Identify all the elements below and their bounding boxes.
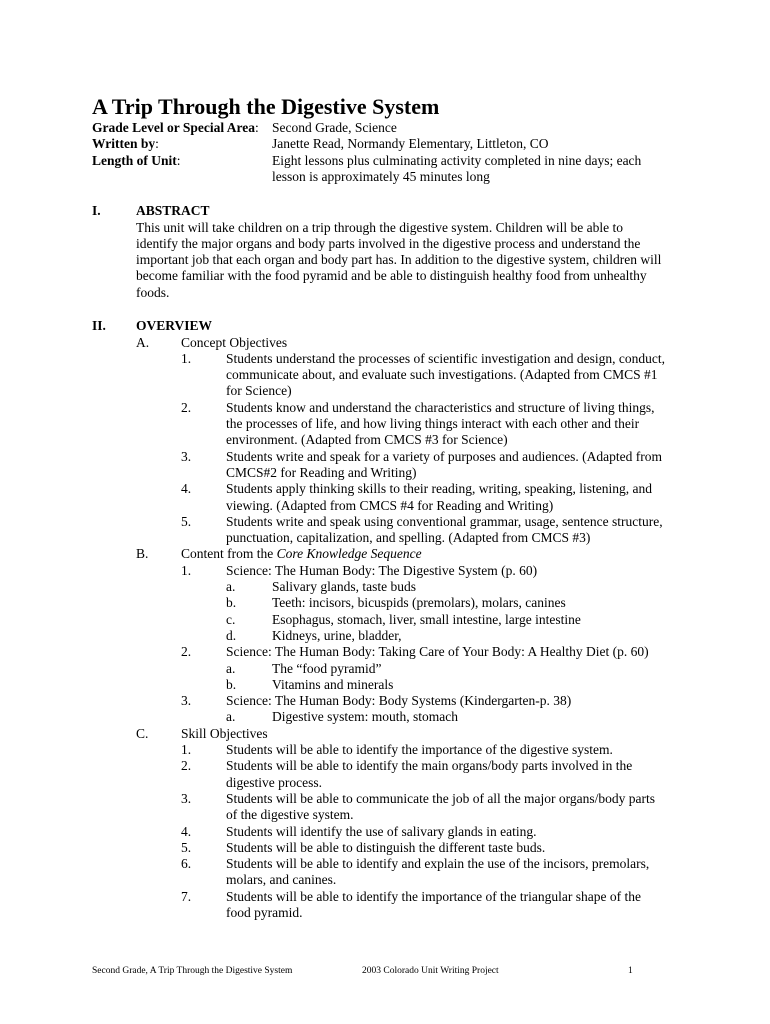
item-text: Students apply thinking skills to their reading, writing, speaking, listening, and — [226, 481, 652, 497]
abstract-line: identify the major organs and body parts involved in the digestive process and understand the — [136, 235, 641, 251]
item-number: 1. — [181, 742, 192, 757]
subitem-text: Vitamins and minerals — [272, 676, 394, 692]
item-text: Students write and speak using conventional grammar, usage, sentence structure, — [226, 513, 663, 529]
item-text: punctuation, capitalization, and spelling. (Adapted from CMCS #3) — [226, 530, 591, 546]
abstract-line: important job that each organ and body part has. In addition to the digestive system, children will — [136, 252, 662, 268]
outline-label: Skill Objectives — [181, 725, 268, 741]
item-text: digestive process. — [226, 774, 322, 790]
footer-left: Second Grade, A Trip Through the Digestive System — [92, 966, 293, 976]
section-numeral: I. — [92, 203, 101, 218]
item-text: viewing. (Adapted from CMCS #4 for Reading and Writing) — [226, 497, 554, 513]
item-text: Students will be able to identify the importance of the triangular shape of the — [226, 888, 642, 904]
item-text: communicate about, and evaluate such investigations. (Adapted from CMCS #1 — [226, 367, 658, 383]
item-number: 2. — [181, 644, 192, 660]
item-text: Science: The Human Body: The Digestive System (p. 60) — [226, 562, 538, 578]
item-text: Students know and understand the characteristics and structure of living things, — [226, 399, 655, 415]
item-number: 1. — [181, 350, 192, 366]
abstract-line: This unit will take children on a trip through the digestive system. Children will be able to — [136, 219, 624, 235]
subitem-letter: a. — [226, 660, 236, 676]
footer-page-number: 1 — [628, 966, 633, 976]
subitem-letter: b. — [226, 676, 237, 692]
meta-value: Janette Read, Normandy Elementary, Littleton, CO — [272, 136, 549, 152]
outline-label: Concept Objectives — [181, 334, 288, 350]
subitem-text: Digestive system: mouth, stomach — [272, 709, 458, 725]
item-text: of the digestive system. — [226, 807, 354, 823]
meta-label: Grade Level or Special Area: — [92, 120, 259, 135]
item-text: environment. (Adapted from CMCS #3 for Science) — [226, 432, 508, 448]
item-text: Science: The Human Body: Taking Care of Your Body: A Healthy Diet (p. 60) — [226, 644, 649, 660]
section-heading: OVERVIEW — [136, 318, 213, 333]
item-text: Students will be able to distinguish the different taste buds. — [226, 839, 546, 855]
item-text: food pyramid. — [226, 905, 303, 920]
item-number: 4. — [181, 481, 192, 497]
outline-label: Content from the Core Knowledge Sequence — [181, 546, 422, 562]
item-number: 3. — [181, 448, 192, 464]
meta-label: Written by: — [92, 136, 159, 152]
item-text: for Science) — [226, 383, 292, 399]
item-text: Students will be able to identify the importance of the digestive system. — [226, 742, 613, 757]
subitem-text: Salivary glands, taste buds — [272, 579, 416, 594]
item-number: 3. — [181, 693, 192, 709]
meta-label-text: Grade Level or Special Area — [92, 120, 255, 135]
meta-value: lesson is approximately 45 minutes long — [272, 168, 490, 184]
item-number: 3. — [181, 790, 192, 806]
subitem-text: The “food pyramid” — [272, 660, 382, 676]
item-text: Students will be able to identify and explain the use of the incisors, premolars, — [226, 856, 650, 872]
abstract-line: foods. — [136, 284, 170, 300]
subitem-letter: c. — [226, 611, 236, 627]
footer-center: 2003 Colorado Unit Writing Project — [362, 966, 499, 976]
item-number: 2. — [181, 399, 192, 415]
subitem-text: Esophagus, stomach, liver, small intestine, large intestine — [272, 611, 581, 627]
item-text: Students understand the processes of scientific investigation and design, conduct, — [226, 350, 666, 366]
section-heading: ABSTRACT — [136, 203, 210, 218]
meta-value: Second Grade, Science — [272, 120, 397, 135]
abstract-line: become familiar with the food pyramid and be able to distinguish healthy food from unhealthy — [136, 268, 647, 284]
item-number: 6. — [181, 856, 192, 872]
section-numeral: II. — [92, 318, 106, 333]
item-number: 4. — [181, 823, 192, 839]
item-text: Students will identify the use of salivary glands in eating. — [226, 823, 537, 839]
item-number: 5. — [181, 839, 192, 855]
outline-letter: B. — [136, 546, 149, 562]
meta-label: Length of Unit: — [92, 152, 181, 168]
subitem-letter: d. — [226, 627, 237, 643]
outline-letter: A. — [136, 334, 150, 350]
meta-label-text: Written by — [92, 136, 156, 152]
meta-value: Eight lessons plus culminating activity completed in nine days; each — [272, 152, 642, 168]
item-text: Science: The Human Body: Body Systems (Kindergarten-p. 38) — [226, 693, 572, 709]
subitem-letter: b. — [226, 595, 237, 611]
item-text: Students will be able to identify the main organs/body parts involved in the — [226, 758, 633, 774]
subitem-letter: a. — [226, 579, 236, 594]
item-number: 5. — [181, 513, 192, 529]
subitem-letter: a. — [226, 709, 236, 725]
sequence-title: Core Knowledge Sequence — [276, 546, 422, 562]
subitem-text: Kidneys, urine, bladder, — [272, 627, 402, 643]
item-number: 1. — [181, 562, 192, 578]
item-text: the processes of life, and how living things interact with each other and their — [226, 416, 640, 431]
page-title: A Trip Through the Digestive System — [92, 94, 440, 119]
item-number: 2. — [181, 758, 192, 774]
item-text: molars, and canines. — [226, 872, 337, 888]
item-text: CMCS#2 for Reading and Writing) — [226, 464, 417, 480]
item-number: 7. — [181, 888, 192, 904]
outline-letter: C. — [136, 725, 149, 741]
item-text: Students will be able to communicate the job of all the major organs/body parts — [226, 790, 656, 806]
meta-label-text: Length of Unit — [92, 152, 177, 168]
subitem-text: Teeth: incisors, bicuspids (premolars), molars, canines — [272, 595, 566, 611]
item-text: Students write and speak for a variety of purposes and audiences. (Adapted from — [226, 448, 662, 464]
